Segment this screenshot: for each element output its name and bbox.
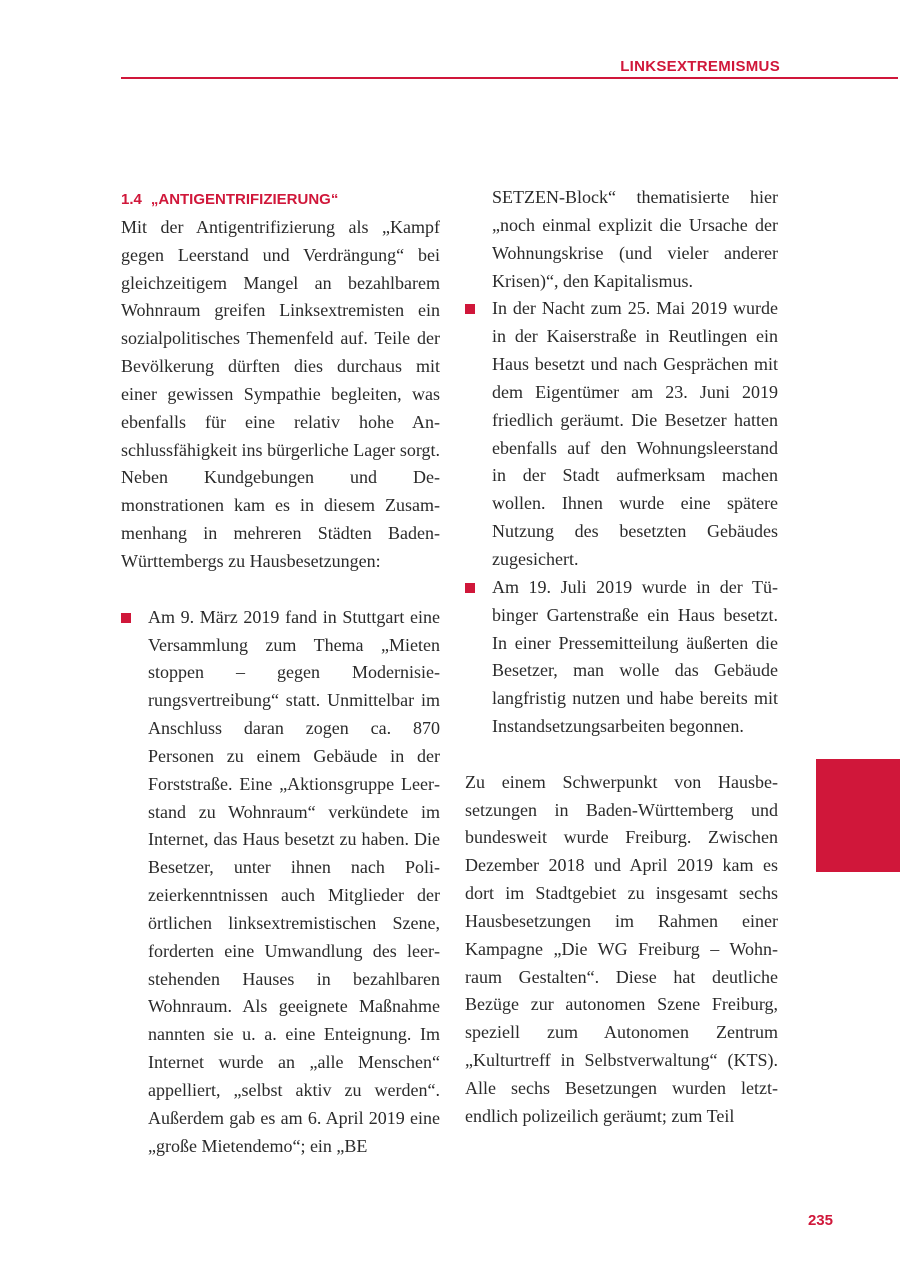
paragraph-gap bbox=[121, 576, 440, 604]
right-column bbox=[465, 184, 778, 1131]
square-bullet-icon bbox=[121, 613, 131, 623]
list-item-text: Am 9. März 2019 fand in Stuttgart eine Versammlung zum Thema „Mieten stoppen – gegen Modernisierungsvertreibung“ statt. Unmittelbar im Anschluss daran zogen ca. 870 Personen zu einem Gebäude in der Forststraße. Eine „Aktionsgruppe Leerstand zu Wohnraum“ verkündete im Internet, das Haus besetzt zu haben. Die Besetzer, unter ihnen nach Polizeierkenntnissen auch Mitglieder der örtlichen linksextremistischen Szene, forderten eine Umwandlung des leerstehenden Hauses in bezahlbaren Wohnraum. Als geeignete Maßnahme nannten sie u. a. eine Enteignung. Im Internet wurde an „alle Menschen“ appelliert, „selbst aktiv zu werden“. Außerdem gab es am 6. April 2019 eine „große Mietendemo“; ein „BE bbox=[148, 606, 440, 1156]
closing-paragraph: Zu einem Schwerpunkt von Hausbesetzungen in Baden-Württemberg und bundesweit wurde Freiburg. Zwischen Dezember 2018 und April 2019 kam es dort im Stadtgebiet zu insgesamt sechs Hausbesetzungen im Rahmen einer Kampagne „Die WG Freiburg – Wohnraum Gestalten“. Diese hat deutliche Bezüge zur autonomen Szene Freiburg, speziell zum Autonomen Zentrum „Kulturtreff in Selbstverwaltung“ (KTS). Alle sechs Besetzungen wurden letztendlich polizeilich geräumt; zum Teil bbox=[465, 771, 778, 1126]
list-item-continuation bbox=[465, 184, 778, 295]
left-column bbox=[121, 184, 440, 1161]
running-head: LINKSEXTREMISMUS bbox=[620, 58, 780, 75]
list-item-text: In der Nacht zum 25. Mai 2019 wurde in der Kaiserstraße in Reutlingen ein Haus besetzt und nach Gesprächen mit dem Eigentümer am 23. Juni 2019 friedlich geräumt. Die Besetzer hatten ebenfalls auf den Wohnungsleerstand in der Stadt aufmerksam machen wollen. Ihnen wurde eine spätere Nutzung des besetzten Gebäudes zugesichert. bbox=[492, 298, 778, 569]
list-item bbox=[465, 574, 778, 741]
square-bullet-icon bbox=[465, 304, 475, 314]
list-item bbox=[121, 604, 440, 1161]
header-rule bbox=[121, 77, 898, 79]
page-number: 235 bbox=[807, 1212, 833, 1229]
square-bullet-icon bbox=[465, 583, 475, 593]
list-item-text: Am 19. Juli 2019 wurde in der Tübinger Gartenstraße ein Haus besetzt. In einer Pressemitteilung äußerten die Besetzer, man wolle das Gebäude langfristig nutzen und habe bereits mit Instandsetzungsarbeiten begonnen. bbox=[492, 576, 778, 737]
section-heading bbox=[121, 186, 440, 214]
chapter-tab-marker bbox=[816, 759, 900, 872]
list-item bbox=[465, 295, 778, 573]
section-number: 1.4 bbox=[121, 191, 142, 208]
section-title: „ANTIGENTRIFIZIERUNG“ bbox=[150, 191, 339, 208]
list-item-text: SETZEN-Block“ thematisierte hier „noch einmal explizit die Ursache der Wohnungskrise (und vieler anderer Krisen)“, den Kapitalismus. bbox=[492, 187, 778, 291]
paragraph-gap bbox=[465, 741, 778, 769]
intro-paragraph: Mit der Antigentrifizierung als „Kampf gegen Leerstand und Verdrängung“ bei gleichzeitigem Mangel an bezahlbarem Wohnraum greifen Linksextremisten ein sozialpolitisches Themenfeld auf. Teile der Bevölkerung dürften dies durchaus mit einer gewissen Sympathie begleiten, was ebenfalls für eine relativ hohe Anschlussfähigkeit ins bürgerliche Lager sorgt. Neben Kundgebungen und Demonstrationen kam es in diesem Zusammenhang in mehreren Städten Baden-Württembergs zu Hausbesetzungen: bbox=[121, 216, 440, 571]
